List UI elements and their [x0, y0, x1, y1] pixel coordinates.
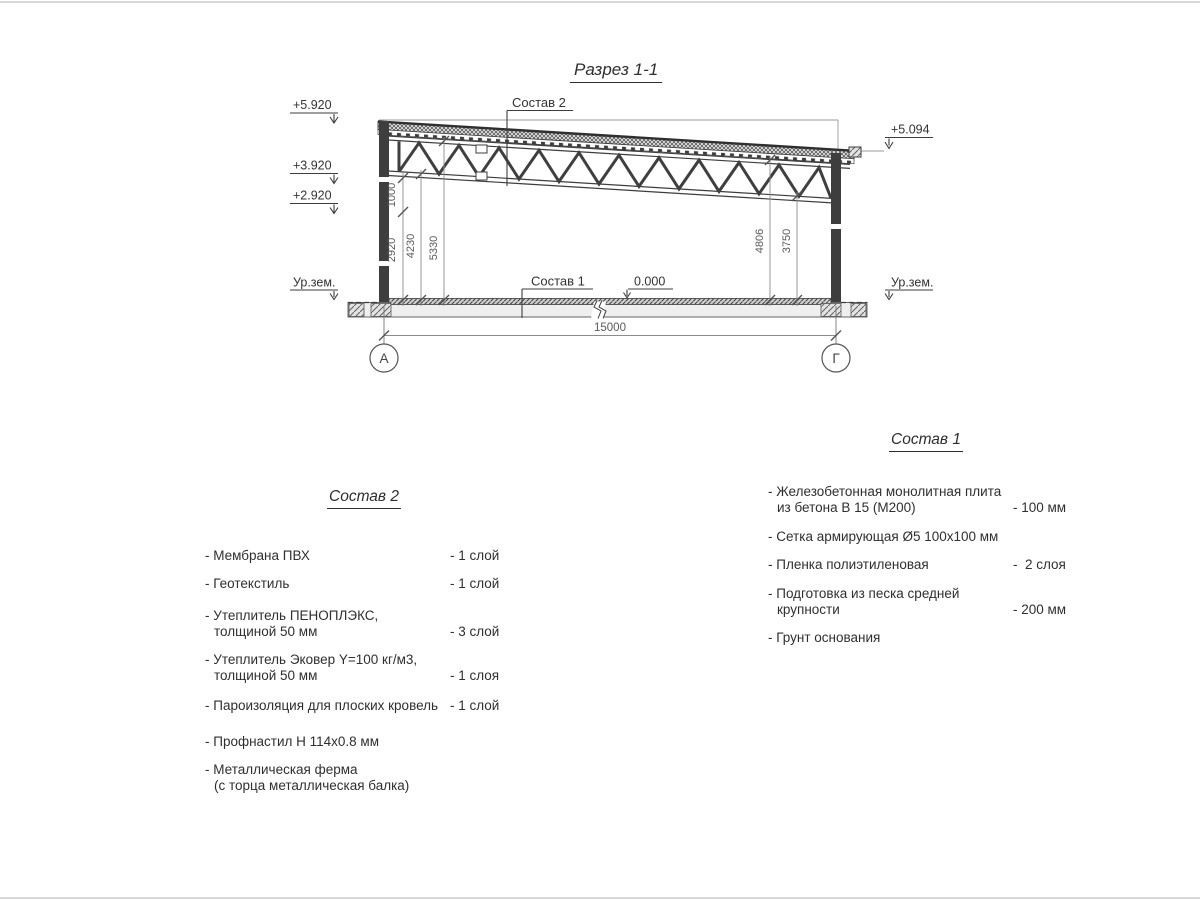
material-item: - Сетка армирующая Ø5 100х100 мм	[768, 529, 999, 544]
material-qty: - 2 слоя	[1013, 557, 1066, 572]
material-item: - Геотекстиль - 1 слой	[205, 576, 575, 592]
ground-level-label: Ур.зем.	[891, 275, 934, 290]
section-drawing	[0, 0, 1200, 420]
axis-circle-a	[370, 344, 398, 372]
material-item: - Пароизоляция для плоских кровель - 1 слой	[205, 698, 575, 714]
material-item: - Подготовка из песка средней крупности - 200 мм	[768, 586, 1138, 618]
axis-label-a: А	[379, 351, 389, 366]
floor-screed	[389, 299, 831, 305]
elevation-label: +5.920	[293, 98, 332, 112]
ground-block-left	[349, 304, 364, 317]
sheet-bottom-edge	[0, 897, 1200, 899]
elevation-arrow-icon	[624, 290, 631, 299]
elevation-label: +3.920	[293, 158, 332, 173]
footing-right	[821, 304, 841, 317]
dim-1000: 1000	[386, 182, 398, 208]
dim-3750: 3750	[781, 228, 793, 254]
material-item: - Металлическая ферма (с торца металлическая балка)	[205, 762, 410, 793]
wall-axis-g	[831, 153, 841, 302]
truss-connector-plate	[476, 172, 487, 180]
elevation-label: +5.094	[891, 122, 930, 137]
composition2-callout: Состав 2	[512, 95, 566, 110]
axis-circle-g	[822, 344, 850, 372]
truss-connector-plate	[476, 145, 487, 153]
elevation-label: +2.920	[293, 188, 332, 203]
footing-left	[371, 304, 391, 317]
elevation-arrow-icon	[330, 114, 338, 123]
dim-2920: 2920	[386, 237, 398, 263]
material-qty: - 1 слой	[450, 548, 500, 563]
ground-block-right	[851, 304, 866, 317]
material-qty: - 100 мм	[1013, 500, 1067, 515]
composition1-title: Состав 1	[889, 431, 963, 452]
floor-level-mark	[624, 275, 674, 299]
floor-slab	[348, 299, 867, 319]
composition2-list	[205, 548, 575, 794]
material-item: - Пленка полиэтиленовая - 2 слоя	[768, 557, 1138, 573]
elevation-arrow-icon	[885, 291, 893, 300]
roof-edge-beam	[849, 147, 861, 157]
elevation-marks-right	[885, 123, 933, 300]
material-qty: - 1 слой	[450, 576, 500, 591]
elevation-arrow-icon	[885, 139, 893, 149]
wall-axis-a	[379, 121, 389, 302]
material-qty: - 3 слой	[450, 624, 500, 639]
material-item: - Мембрана ПВХ - 1 слой	[205, 548, 575, 564]
composition2-title: Состав 2	[327, 488, 401, 509]
material-item: - Утеплитель ПЕНОПЛЭКС, толщиной 50 мм - 3 слой	[205, 608, 575, 640]
elevation-arrow-icon	[330, 175, 338, 184]
elevation-marks-left	[290, 98, 338, 300]
composition1-list	[768, 484, 1138, 646]
composition1-callout: Состав 1	[531, 273, 585, 289]
elevation-arrow-icon	[330, 291, 338, 300]
page-title: Разрез 1-1	[570, 60, 662, 83]
elevation-arrow-icon	[330, 205, 338, 214]
material-item: - Железобетонная монолитная плита из бетона В 15 (М200) - 100 мм	[768, 484, 1138, 516]
material-item: - Утеплитель Эковер Y=100 кг/м3, толщиной 50 мм - 1 слоя	[205, 652, 575, 684]
dim-span-15000: 15000	[594, 322, 626, 334]
axis-label-g: Г	[832, 351, 840, 366]
dim-5330: 5330	[428, 235, 440, 261]
floor-level-label: 0.000	[634, 274, 666, 289]
material-qty: - 200 мм	[1013, 602, 1067, 617]
material-qty: - 1 слоя	[450, 668, 500, 683]
truss-bottom-chord	[388, 171, 836, 199]
material-qty: - 1 слой	[450, 698, 500, 713]
material-item: - Профнастил Н 114х0.8 мм	[205, 734, 379, 749]
dim-4806: 4806	[754, 228, 766, 254]
ground-level-label: Ур.зем.	[293, 275, 336, 290]
material-item: - Грунт основания	[768, 630, 881, 645]
dim-4230: 4230	[405, 233, 417, 259]
